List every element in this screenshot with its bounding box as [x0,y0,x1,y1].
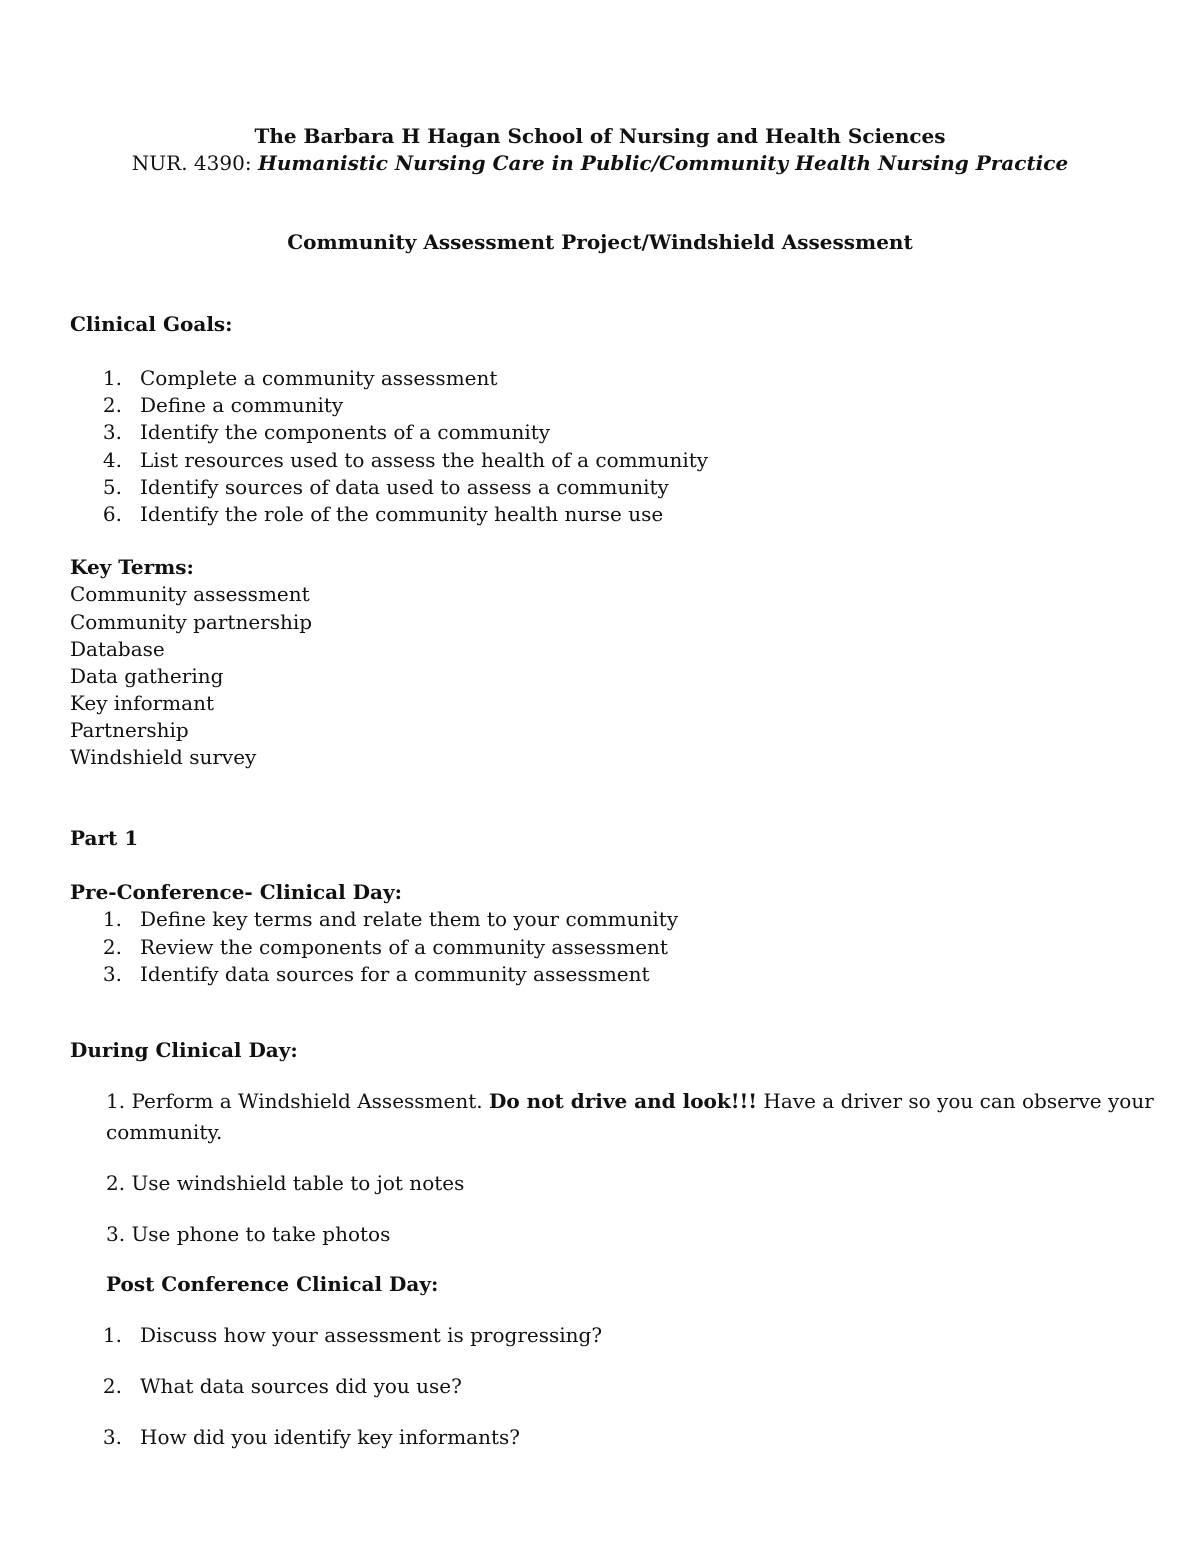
during-item-2: 2. Use windshield table to jot notes [106,1171,465,1195]
project-title: Community Assessment Project/Windshield Assessment [287,230,913,254]
list-item: Database [70,637,165,661]
list-item: Windshield survey [70,745,257,769]
course-title: Humanistic Nursing Care in Public/Community Health Nursing Practice [257,151,1069,175]
list-item: Community assessment [70,582,310,606]
warning-text: Do not drive and look!!! [489,1089,758,1113]
list-item: Key informant [70,691,214,715]
during-item-1-cont: community. [106,1120,223,1144]
during-item-3: 3. Use phone to take photos [106,1222,391,1246]
list-item: Data gathering [70,664,224,688]
pre-conference-heading: Pre-Conference- Clinical Day: [70,880,402,904]
post-conference-heading: Post Conference Clinical Day: [106,1272,439,1296]
list-item: Community partnership [70,610,313,634]
during-item-1: 1. Perform a Windshield Assessment. Do not drive and look!!! Have a driver so you can observe your [106,1089,1154,1113]
part1-heading: Part 1 [70,826,139,850]
clinical-goals-heading: Clinical Goals: [70,312,233,336]
course-line: NUR. 4390: Humanistic Nursing Care in Public/Community Health Nursing Practice [131,151,1069,175]
during-clinical-heading: During Clinical Day: [70,1038,298,1062]
key-terms-heading: Key Terms: [70,555,194,579]
school-name: The Barbara H Hagan School of Nursing and Health Sciences [254,124,946,148]
list-item: Partnership [70,718,189,742]
course-code: NUR. 4390 [131,151,245,175]
